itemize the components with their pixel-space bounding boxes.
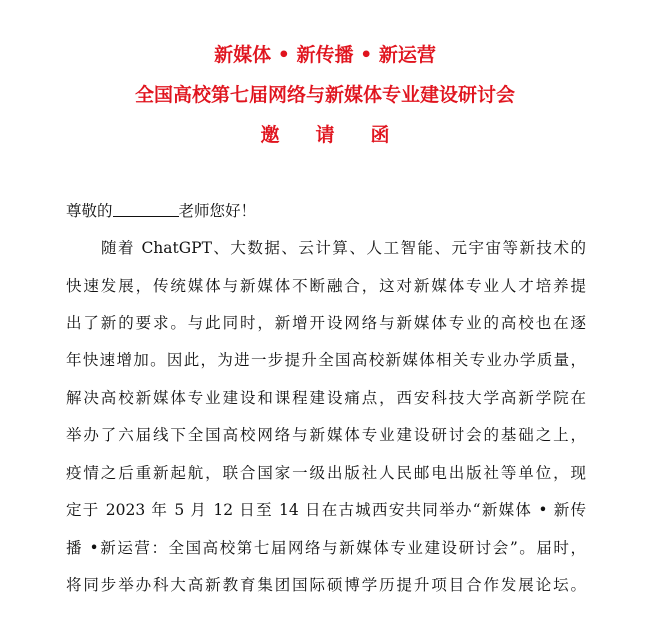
body-line: 出了新的要求。与此同时，新增开设网络与新媒体专业的高校也在逐 [66, 314, 586, 332]
body-line: 举办了六届线下全国高校网络与新媒体专业建设研讨会的基础之上， [66, 426, 586, 444]
body-line: 快速发展，传统媒体与新媒体不断融合，这对新媒体专业人才培养提 [66, 277, 586, 295]
body-line: 年快速增加。因此，为进一步提升全国高校新媒体相关专业办学质量， [66, 351, 586, 369]
greeting-line [66, 199, 256, 221]
body-line: 随着 ChatGPT、大数据、云计算、人工智能、元宇宙等新技术的 [101, 239, 586, 257]
body-line: 解决高校新媒体专业建设和课程建设痛点，西安科技大学高新学院在 [66, 389, 586, 407]
greeting-prefix: 尊敬的 [66, 202, 113, 220]
title-conference-name: 全国高校第七届网络与新媒体专业建设研讨会 [134, 84, 515, 106]
title-invitation: 邀请函 [260, 124, 426, 146]
name-blank [113, 202, 179, 217]
body-line: 疫情之后重新起航，联合国家一级出版社人民邮电出版社等单位，现 [66, 464, 586, 482]
title-slogan: 新媒体 • 新传播 • 新运营 [214, 44, 436, 66]
body-line: 播 •新运营：全国高校第七届网络与新媒体专业建设研讨会”。届时， [66, 539, 586, 557]
body-line: 定于 2023 年 5 月 12 日至 14 日在古城西安共同举办“新媒体 • 新传 [66, 501, 586, 519]
body-line: 将同步举办科大高新教育集团国际硕博学历提升项目合作发展论坛。 [66, 576, 586, 594]
greeting-suffix: 老师您好！ [178, 202, 257, 220]
